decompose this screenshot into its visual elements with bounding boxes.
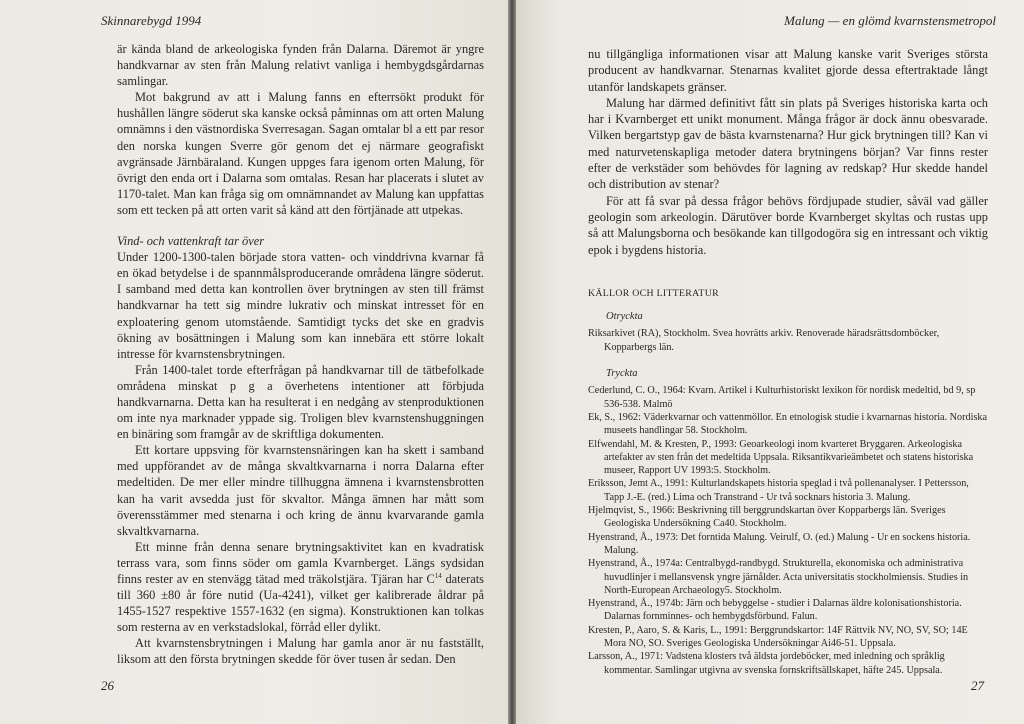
left-text-column bbox=[117, 41, 484, 668]
reference-item: Kresten, P., Aaro, S. & Karis, L., 1991: Berggrundskartor: 14F Rättvik NV, NO, SV, SO; 14E Mora NO, SO. Sveriges Geologiska Undersökningar Ai46-51. Uppsala. bbox=[588, 624, 968, 649]
left-page bbox=[0, 0, 508, 724]
p6-part-b: daterats till 360 ±80 år före nutid (Ua-4241), vilket ger kalibrerade åldrar på 1455-1527 respektive 1557-1632 (en sigma). Konstruktionen kan tolkas som resterna av en verkstadslokal, förråd eller dylikt. bbox=[117, 572, 484, 635]
left-paragraph-5: Ett kortare uppsving för kvarnstensnäringen kan ha skett i samband med uppförandet av de många skvaltkvarnarna i norra Dalarna efter medeltiden. De mer eller mindre tillhuggna ämnena i kvarnstensbrotten kan ha varit avsedda just för skvaltor. Många ämnen har mått som överensstämmer med stenarna i och kring de ännu kvarvarande gamla skvaltkvarnarna. bbox=[117, 443, 484, 538]
section-subheading: Vind- och vattenkraft tar över bbox=[117, 234, 265, 249]
p6-part-a: Ett minne från denna senare brytningsaktivitet kan en kvadratisk terrass vara, som finns söder om gamla Kvarnberget. Längs sydsidan finns rester av en stenvägg tätad med träkolstjära. Tjäran har C bbox=[117, 539, 484, 586]
left-paragraph-7: Att kvarnstensbrytningen i Malung har gamla anor är nu fastställt, liksom att den första brytningen skedde för över tusen år sedan. Den bbox=[117, 636, 484, 667]
right-running-header: Malung — en glömd kvarnstensmetropol bbox=[784, 13, 996, 28]
reference-item: Ek, S., 1962: Väderkvarnar och vattenmöllor. En etnologisk studie i kvarnarnas historia. Nordiska museets handlingar 58. Stockholm. bbox=[588, 411, 988, 437]
right-paragraph-2: Malung har därmed definitivt fått sin plats på Sveriges historiska karta och har i Kvarnberget ett unikt monument. Många frågor är dock ännu obesvarade. Vilken bergartstyp gav de bästa kvarnstenarna? Hur gick brytningen till? Kan vi med naturvetenskapliga metoder datera brytningens början? Var finns rester efter de verkstäder som behövdes för lagning av redskap? Hur skedde handel och distribution av stenar? bbox=[588, 95, 988, 192]
reference-item: Hjelmqvist, S., 1966: Beskrivning till berggrundskartan över Kopparbergs län. Sveriges Geologiska Undersökning Ca40. Stockholm. bbox=[588, 505, 946, 530]
left-paragraph-2: Mot bakgrund av att i Malung fanns en efterrsökt produkt för hushållen längre söderut ska kanske också påminnas om att orten Malung omnämns i den västnordiska Sverresagan. Sagan omtalar bl a ett par resor den norska kungen Sverre gör genom det ej närmare geografiskt avgränsade Järnbäraland. Kungen uppges fara igenom orten Malung, för övrigt den enda ort i Dalarna som omtalas. Resan har placerats i slutet av 1170-talet. Man kan fråga sig om omnämnandet av Malung kan uppfattas som ett tecken på att orten varit så känd att den förtjänade att utpekas. bbox=[117, 90, 484, 217]
left-paragraph-4: Från 1400-talet torde efterfrågan på handkvarnar till de tätbefolkade områdena minskat p g a överhetens intentioner att förbjuda handkvarnarna. Detta kan ha resulterat i en nedgång av stenproduktionen om inte nya marknader yppade sig. Troligen blev kvarnstenshuggningen en binäring som framgår av de skriftliga dokumenten. bbox=[117, 362, 484, 442]
references-heading: KÄLLOR OCH LITTERATUR bbox=[588, 287, 719, 299]
p6-superscript: 14 bbox=[434, 571, 442, 580]
reference-item: Elfwendahl, M. & Kresten, P., 1993: Geoarkeologi inom kvarteret Bryggaren. Arkeologiska artefakter av sten från det medeltida Uppsala. Riksantikvarieämbetet och statens historiska museer, Rapport UV 1993:5. Stockholm. bbox=[588, 438, 974, 477]
left-paragraph-3: Under 1200-1300-talen började stora vatten- och vinddrivna kvarnar få en ökad betydelse i de spannmålsproducerande områdena längre söderut. I samband med detta kan kontrollen över brytningen av sten till främst handkvarnar ha tett sig mindre lukrativ och minskat intresset för en exploatering genom utomstående. Samtidigt tycks det ske en gradvis ökning av bosättningen i Malung som kan innebära ett större lokalt intresse för kvarnstensbrytningen. bbox=[117, 250, 484, 361]
left-running-header: Skinnarebygd 1994 bbox=[101, 13, 202, 28]
right-paragraph-3: För att få svar på dessa frågor behövs fördjupade studier, såväl vad gäller geologin som arkeologin. Därutöver borde Kvarnberget skyltas och rustas upp så att Malungsborna och besökande kan tillgodogöra sig en intressant och viktig epok i bygdens historia. bbox=[588, 193, 988, 257]
reference-item: Hyenstrand, Å., 1974a: Centralbygd-randbygd. Strukturella, ekonomiska och administrativa huvudlinjer i mellansvensk yngre järnålder. Acta universitatis stockholmiensis. Studies in North-European Archaeology5. Stockholm. bbox=[588, 558, 969, 596]
reference-item: Cederlund, C. O., 1964: Kvarn. Artikel i Kulturhistoriskt lexikon för nordisk medeltid, bd 9, sp 536-538. Malmö bbox=[588, 385, 976, 410]
reference-item: Hyenstrand, Å., 1974b: Järn och bebyggelse - studier i Dalarnas äldre kolonisationshistoria. Dalarnas fornminnes- och hembygdsförbund. Falun. bbox=[588, 598, 962, 623]
right-text-column bbox=[588, 46, 988, 677]
right-page-number: 27 bbox=[971, 678, 984, 693]
reference-item: Larsson, A., 1971: Vadstena klosters två äldsta jordeböcker, med inledning och språklig kommentar. Samlingar utgivna av svenska fornskriftsällskapet, häfte 245. Uppsala. bbox=[588, 651, 945, 676]
left-paragraph-6 bbox=[117, 539, 484, 636]
left-page-number: 26 bbox=[101, 678, 114, 693]
reference-item: Eriksson, Jemt A., 1991: Kulturlandskapets historia speglad i två pollenanalyser. I Pettersson, Tapp J.-E. (red.) Lima och Transtrand - Ur två socknars historia 3. Malung. bbox=[588, 478, 969, 503]
left-paragraph-1: är kända bland de arkeologiska fynden från Dalarna. Däremot är yngre handkvarnar av sten från Malung relativt vanliga i hembygdsgårdarnas samlingar. bbox=[117, 42, 484, 89]
printed-sources-heading: Tryckta bbox=[606, 368, 638, 380]
right-paragraph-1: nu tillgängliga informationen visar att Malung kanske varit Sveriges största producent av handkvarnar. Stenarnas kvalitet gjorde dessa eftertraktade långt utanför landskapets gränser. bbox=[588, 47, 988, 94]
reference-item: Riksarkivet (RA), Stockholm. Svea hovrätts arkiv. Renoverade häradsrättsdomböcker, Kopparbergs län. bbox=[588, 328, 940, 353]
reference-item: Hyenstrand, Å., 1973: Det forntida Malung. Veirulf, O. (ed.) Malung - Ur en sockens historia. Malung. bbox=[588, 531, 971, 556]
unprinted-sources-heading: Otryckta bbox=[606, 311, 643, 323]
book-gutter bbox=[508, 0, 516, 724]
right-page bbox=[516, 0, 1024, 724]
